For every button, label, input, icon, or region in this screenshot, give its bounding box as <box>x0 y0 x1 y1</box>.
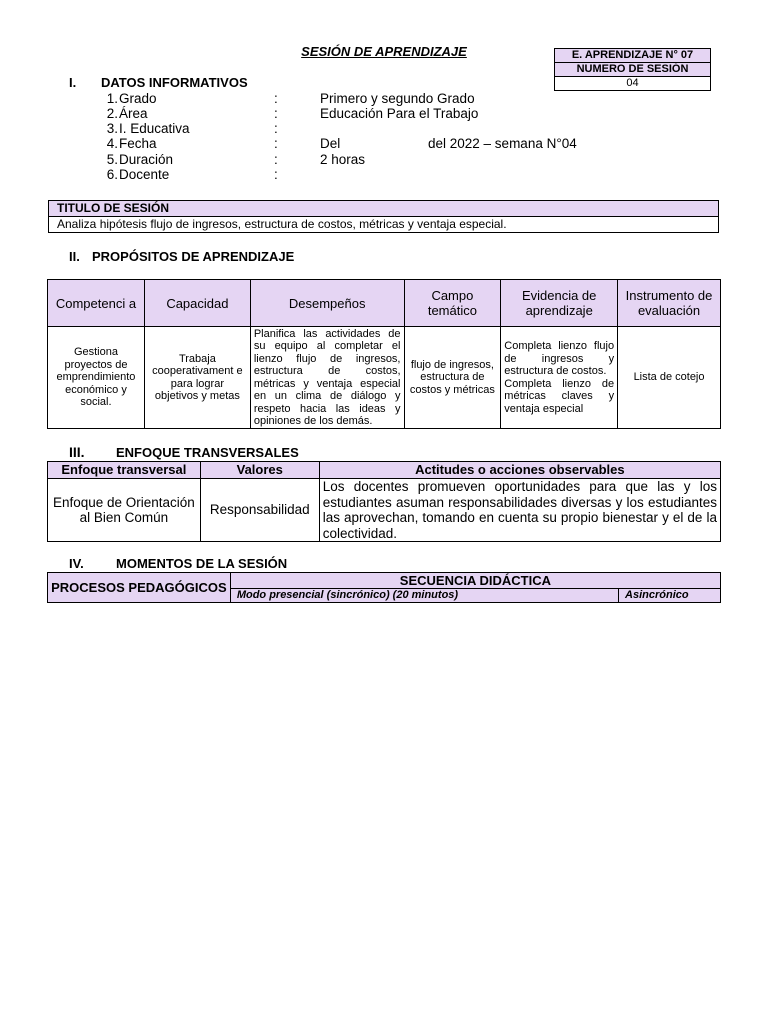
evidencia-line-1: Completa lienzo flujo de ingresos y estructura de costos. <box>504 340 615 377</box>
info-label: Área <box>119 106 148 121</box>
info-number: 2. <box>106 106 118 121</box>
titulo-sesion-table <box>48 200 719 233</box>
header-capacidad: Capacidad <box>144 280 250 327</box>
info-number: 6. <box>106 167 118 182</box>
info-colon: : <box>274 167 278 182</box>
header-campo-tematico: Campo temático <box>404 280 501 327</box>
modo-presencial-label: Modo presencial (sincrónico) (20 minutos) <box>230 589 618 603</box>
info-colon: : <box>274 152 278 167</box>
header-desempenos: Desempeños <box>250 280 404 327</box>
document-title: SESIÓN DE APRENDIZAJE <box>301 44 467 59</box>
info-row-area <box>100 106 720 122</box>
header-valores: Valores <box>200 462 319 479</box>
section2-number: II. <box>69 249 80 264</box>
session-code-box <box>554 48 711 91</box>
section2-title: PROPÓSITOS DE APRENDIZAJE <box>92 249 295 264</box>
info-number: 3. <box>106 121 118 136</box>
cell-instrumento: Lista de cotejo <box>618 327 721 429</box>
cell-desempenos: Planifica las actividades de su equipo al completar el lienzo flujo de ingresos, estructura de costos, métricas y ventaja especial en un clima de diálogo y respeto hacia las ideas y opiniones de los demás. <box>250 327 404 429</box>
info-label: I. Educativa <box>119 121 190 136</box>
titulo-sesion-header: TITULO DE SESIÓN <box>49 201 719 217</box>
cell-actitud: Los docentes promueven oportunidades para que las y los estudiantes asuman responsabilidades diversas y los estudiantes las aprovechan, tomando en cuenta su propio bienestar y el de la colectividad. <box>319 479 720 542</box>
info-colon: : <box>274 121 278 136</box>
header-procesos-pedagogicos: PROCESOS PEDAGÓGICOS <box>48 573 231 603</box>
cell-competencia: Gestiona proyectos de emprendimiento económico y social. <box>48 327 145 429</box>
info-label: Duración <box>119 152 174 167</box>
info-number: 5. <box>106 152 118 167</box>
cell-capacidad: Trabaja cooperativament e para lograr objetivos y metas <box>144 327 250 429</box>
info-value: 2 horas <box>320 152 366 167</box>
info-row-fecha <box>100 136 720 152</box>
table-row <box>48 479 721 542</box>
cell-evidencia <box>501 327 618 429</box>
info-row-institucion <box>100 121 720 137</box>
info-colon: : <box>274 136 278 151</box>
section3-title: ENFOQUE TRANSVERSALES <box>116 445 299 460</box>
info-label: Fecha <box>119 136 157 151</box>
section1-title: DATOS INFORMATIVOS <box>101 75 248 90</box>
section3-number: III. <box>69 444 85 460</box>
numero-sesion-value: 04 <box>555 77 711 91</box>
info-value: Primero y segundo Grado <box>320 91 475 106</box>
section4-title: MOMENTOS DE LA SESIÓN <box>116 556 288 571</box>
header-enfoque: Enfoque transversal <box>48 462 201 479</box>
e-aprendizaje-label: E. APRENDIZAJE N° 07 <box>555 49 711 63</box>
header-evidencia: Evidencia de aprendizaje <box>501 280 618 327</box>
cell-valor: Responsabilidad <box>200 479 319 542</box>
propositos-table <box>47 279 721 429</box>
table-row <box>48 327 721 429</box>
info-value: Del <box>320 136 341 151</box>
info-colon: : <box>274 91 278 106</box>
titulo-sesion-text: Analiza hipótesis flujo de ingresos, estructura de costos, métricas y ventaja especial. <box>49 217 719 233</box>
info-label: Grado <box>119 91 157 106</box>
header-instrumento: Instrumento de evaluación <box>618 280 721 327</box>
cell-enfoque: Enfoque de Orientación al Bien Común <box>48 479 201 542</box>
header-competencia: Competenci a <box>48 280 145 327</box>
info-colon: : <box>274 106 278 121</box>
info-value: Educación Para el Trabajo <box>320 106 479 121</box>
info-row-docente <box>100 167 720 183</box>
evidencia-line-2: Completa lienzo de métricas claves y ventaja especial <box>504 377 615 415</box>
info-row-duracion <box>100 152 720 168</box>
info-number: 1. <box>106 91 118 106</box>
momentos-table <box>47 572 721 603</box>
section1-number: I. <box>69 75 77 90</box>
header-actitudes: Actitudes o acciones observables <box>319 462 720 479</box>
header-secuencia-didactica: SECUENCIA DIDÁCTICA <box>230 573 720 589</box>
section4-number: IV. <box>69 556 84 571</box>
info-row-grado <box>100 91 720 107</box>
info-label: Docente <box>119 167 170 182</box>
numero-sesion-label: NUMERO DE SESIÓN <box>555 63 711 77</box>
info-value-secondary: del 2022 – semana N°04 <box>428 136 577 151</box>
asincronico-label: Asincrónico <box>619 589 721 603</box>
enfoque-table <box>47 461 721 542</box>
cell-campo-tematico: flujo de ingresos, estructura de costos y métricas <box>404 327 501 429</box>
info-number: 4. <box>106 136 118 151</box>
